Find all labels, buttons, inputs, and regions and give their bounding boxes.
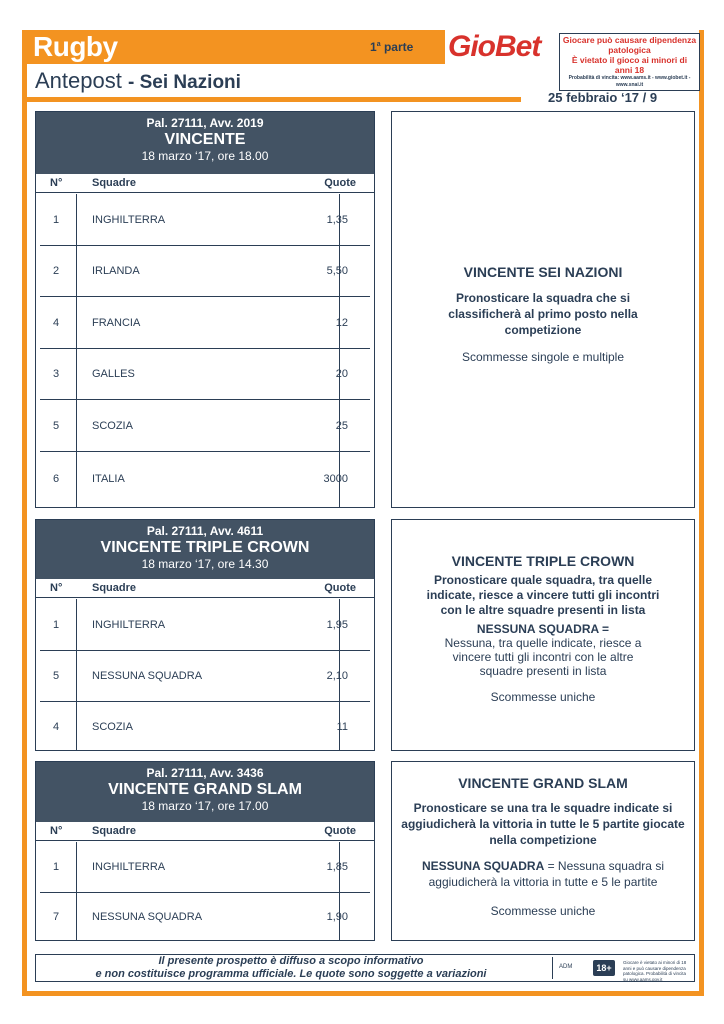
table-row: 6 ITALIA 3000 bbox=[52, 473, 348, 485]
table-row: 1 INGHILTERRA 1,35 bbox=[40, 194, 370, 246]
table-row: 7 NESSUNA SQUADRA 1,90 bbox=[52, 911, 348, 923]
table-row: 4 SCOZIA 11 bbox=[52, 720, 348, 733]
market-table-grand-slam bbox=[35, 761, 375, 941]
column-headers: N° Squadre Quote bbox=[36, 579, 374, 598]
table-body bbox=[36, 194, 374, 508]
info-box-vincente: VINCENTE SEI NAZIONI Pronosticare la squadra che si classificherà al primo posto nella competizione Scommesse singole e multiple bbox=[391, 111, 695, 508]
footer-disclaimer: Il presente prospetto è diffuso a scopo informativo e non costituisce programma ufficiale. Le quote sono soggette a variazioni ADM 18+ Giocare è vietato ai minori di 18 anni e può causare dipendenza patologica. Probabilità di vincita su www.aams.gov.it bbox=[35, 954, 695, 982]
market-header: Pal. 27111, Avv. 3436 VINCENTE GRAND SLAM 18 marzo ‘17, ore 17.00 bbox=[36, 762, 374, 822]
table-row: 3 GALLES 20 bbox=[40, 349, 370, 400]
table-body bbox=[36, 842, 374, 941]
giobet-logo: GioBet bbox=[448, 30, 541, 63]
column-headers: N° Squadre Quote bbox=[36, 174, 374, 193]
info-box-grand-slam: VINCENTE GRAND SLAM Pronosticare se una tra le squadre indicate si aggiudicherà la vittoria in tutte le 5 partite giocate nella competizione NESSUNA SQUADRA = Nessuna squadra si aggiudicherà la vittoria in tutte e 5 le partite Scommesse uniche bbox=[391, 761, 695, 941]
table-row: 1 INGHILTERRA 1,85 bbox=[40, 842, 370, 893]
table-row: 2 IRLANDA 5,50 bbox=[40, 246, 370, 297]
age-18-badge: 18+ bbox=[593, 960, 615, 976]
gambling-warning: Giocare può causare dipendenza patologica È vietato il gioco ai minori di anni 18 Probabilità di vincita: www.aams.it - www.giobet.it - www.snai.it bbox=[559, 33, 700, 91]
header-divider bbox=[27, 97, 521, 102]
footer-logos bbox=[552, 957, 692, 982]
table-body bbox=[36, 599, 374, 751]
market-table-vincente bbox=[35, 111, 375, 508]
parte-label: 1$^a$ parte bbox=[370, 40, 414, 54]
footer-fine-print: Giocare è vietato ai minori di 18 anni e può causare dipendenza patologica. Probabilità di vincita su www.aams.gov.it bbox=[623, 960, 687, 982]
sport-title: Rugby bbox=[33, 31, 118, 62]
market-header: Pal. 27111, Avv. 2019 VINCENTE 18 marzo ‘17, ore 18.00 bbox=[36, 112, 374, 174]
market-table-triple-crown bbox=[35, 519, 375, 751]
info-box-triple-crown: VINCENTE TRIPLE CROWN Pronosticare quale squadra, tra quelle indicate, riesce a vincere tutti gli incontri con le altre squadre presenti in lista NESSUNA SQUADRA = Nessuna, tra quelle indicate, riesce a vincere tutti gli incontri con le altre squadre presenti in lista Scommesse uniche bbox=[391, 519, 695, 751]
table-row: 5 SCOZIA 25 bbox=[40, 400, 370, 452]
table-row: 1 INGHILTERRA 1,95 bbox=[40, 599, 370, 651]
issue-date: 25 febbraio ‘17 / 9 bbox=[548, 90, 658, 105]
nessuna-squadra-note: NESSUNA SQUADRA = Nessuna squadra si aggiudicherà la vittoria in tutte e 5 le partite bbox=[422, 859, 664, 889]
market-header: Pal. 27111, Avv. 4611 VINCENTE TRIPLE CROWN 18 marzo ‘17, ore 14.30 bbox=[36, 520, 374, 579]
adm-logo: ADM bbox=[559, 964, 573, 970]
column-headers: N° Squadre Quote bbox=[36, 822, 374, 841]
table-row: 4 FRANCIA 12 bbox=[40, 297, 370, 349]
table-row: 5 NESSUNA SQUADRA 2,10 bbox=[40, 651, 370, 702]
page-title: Antepost - Sei Nazioni bbox=[35, 68, 241, 93]
